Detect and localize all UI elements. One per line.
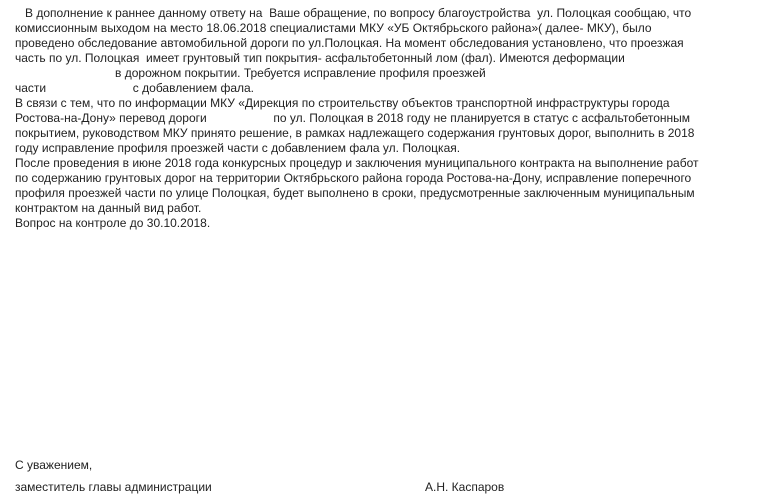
letter-line: После проведения в июне 2018 года конкурсных процедур и заключения муниципального контракта на выполнение работ (15, 156, 699, 170)
letter-line: проведено обследование автомобильной дороги по ул.Полоцкая. На момент обследования установлено, что проезжая (15, 36, 684, 50)
signer-position: заместитель главы администрации (15, 480, 212, 494)
letter-line: в дорожном покрытии. Требуется исправление профиля проезжей (15, 66, 486, 80)
letter-line: году исправление профиля проезжей части с добавлением фала ул. Полоцкая. (15, 141, 461, 155)
letter-line: Ростова-на-Дону» перевод дороги по ул. Полоцкая в 2018 году не планируется в статус с асфальтобетонным (15, 111, 691, 125)
letter-line: комиссионным выходом на место 18.06.2018 специалистами МКУ «УБ Октябрьского района»( далее- МКУ), было (15, 21, 652, 35)
signer-name: А.Н. Каспаров (425, 480, 505, 494)
letter-body (15, 6, 765, 231)
closing-regards: С уважением, (15, 458, 93, 472)
letter-line: части с добавлением фала. (15, 81, 255, 95)
signature-block (15, 458, 755, 495)
letter-line: В дополнение к раннее данному ответу на Ваше обращение, по вопросу благоустройства ул. Полоцкая сообщаю, что (15, 6, 692, 20)
letter-line: по содержанию грунтовых дорог на территории Октябрьского района города Ростова-на-Дону, исправление поперечного (15, 171, 692, 185)
letter-line: В связи с тем, что по информации МКУ «Дирекция по строительству объектов транспортной инфраструктуры города (15, 96, 670, 110)
letter-line: часть по ул. Полоцкая имеет грунтовый тип покрытия- асфальтобетонный лом (фал). Имеются деформации (15, 51, 625, 65)
letter-line: покрытием, руководством МКУ принято решение, в рамках надлежащего содержания грунтовых дорог, выполнить в 2018 (15, 126, 695, 140)
letter-line: контрактом на данный вид работ. (15, 201, 202, 215)
letter-line: профиля проезжей части по улице Полоцкая, будет выполнено в сроки, предусмотренные заключенным муниципальным (15, 186, 695, 200)
letter-line: Вопрос на контроле до 30.10.2018. (15, 216, 211, 230)
signature-row (15, 480, 755, 495)
